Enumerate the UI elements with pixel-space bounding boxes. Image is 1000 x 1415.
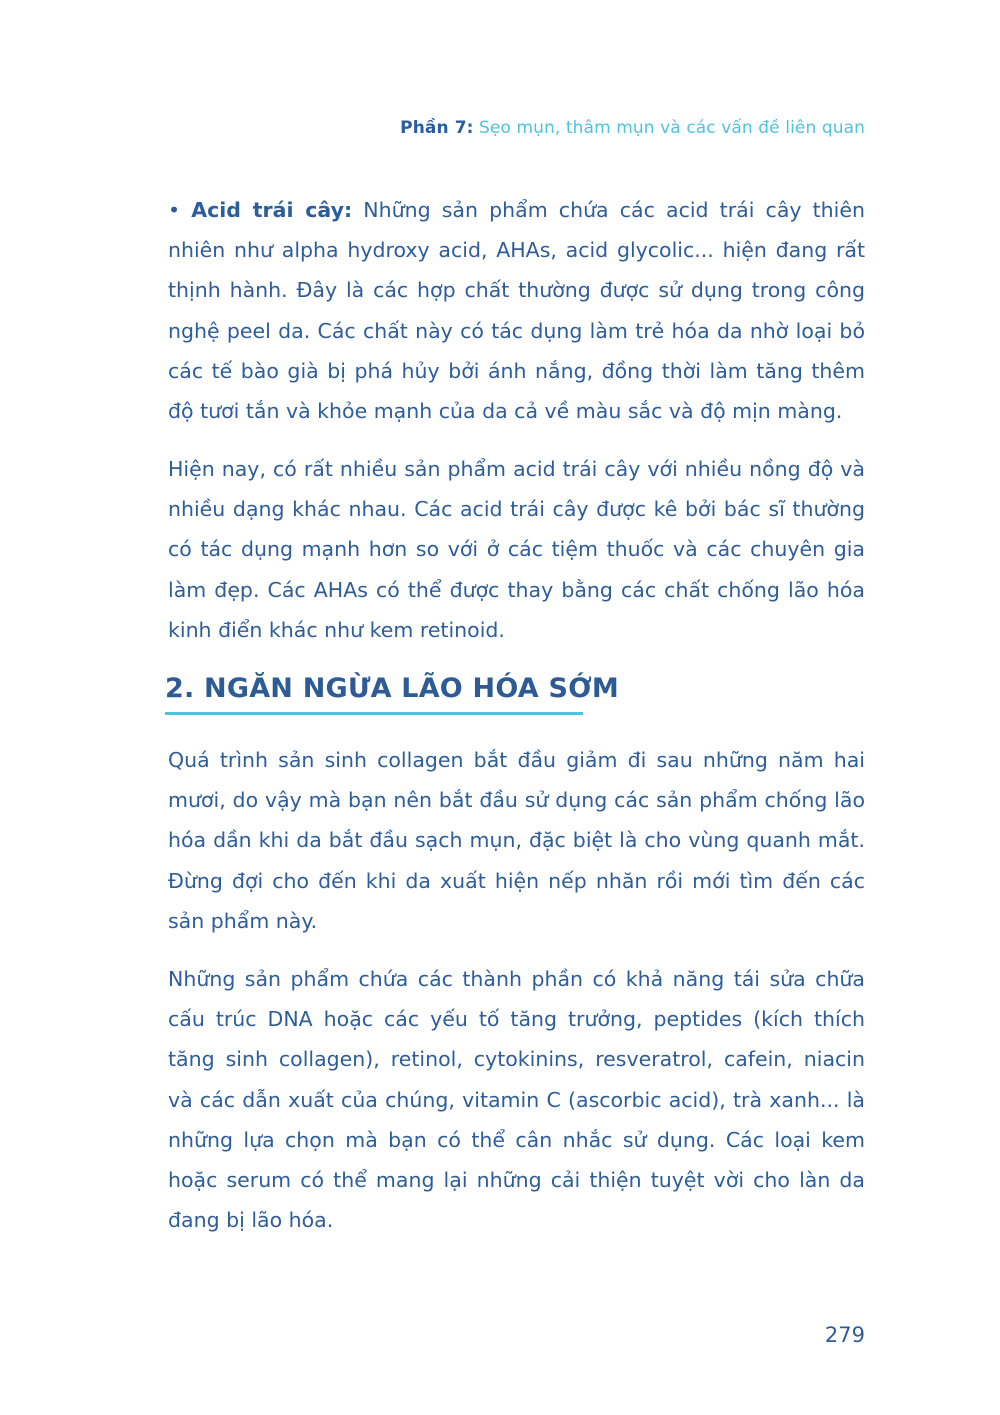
running-header [400,118,865,138]
bullet-icon: • [168,198,181,222]
page-number: 279 [824,1323,865,1347]
bullet-term: Acid trái cây: [191,198,353,222]
heading-underline [165,712,583,715]
section-heading: 2. NGĂN NGỪA LÃO HÓA SỚM [165,673,619,704]
part-title: Sẹo mụn, thâm mụn và các vấn đề liên quan [473,118,865,138]
paragraph-fruit-acid-products: Hiện nay, có rất nhiều sản phẩm acid trái cây với nhiều nồng độ và nhiều dạng khác nhau. Các acid trái cây được kê bởi bác sĩ thường có tác dụng mạnh hơn so với ở các tiệm thuốc và các chuyên gia làm đẹp. Các AHAs có thể được thay bằng các chất chống lão hóa kinh điển khác như kem retinoid. [168,457,865,642]
paragraph-collagen: Quá trình sản sinh collagen bắt đầu giảm đi sau những năm hai mươi, do vậy mà bạn nên bắt đầu sử dụng các sản phẩm chống lão hóa dần khi da bắt đầu sạch mụn, đặc biệt là cho vùng quanh mắt. Đừng đợi cho đến khi da xuất hiện nếp nhăn rồi mới tìm đến các sản phẩm này. [168,748,865,933]
bullet-text: Những sản phẩm chứa các acid trái cây thiên nhiên như alpha hydroxy acid, AHAs, acid glycolic... hiện đang rất thịnh hành. Đây là các hợp chất thường được sử dụng trong công nghệ peel da. Các chất này có tác dụng làm trẻ hóa da nhờ loại bỏ các tế bào già bị phá hủy bởi ánh nắng, đồng thời làm tăng thêm độ tươi tắn và khỏe mạnh của da cả về màu sắc và độ mịn màng. [168,198,865,424]
bullet-paragraph-fruit-acid [168,190,865,431]
part-label: Phần 7: [400,118,474,138]
paragraph-antiaging-ingredients: Những sản phẩm chứa các thành phần có khả năng tái sửa chữa cấu trúc DNA hoặc các yếu tố tăng trưởng, peptides (kích thích tăng sinh collagen), retinol, cytokinins, resveratrol, cafein, niacin và các dẫn xuất của chúng, vitamin C (ascorbic acid), trà xanh... là những lựa chọn mà bạn có thể cân nhắc sử dụng. Các loại kem hoặc serum có thể mang lại những cải thiện tuyệt vời cho làn da đang bị lão hóa. [168,967,865,1233]
